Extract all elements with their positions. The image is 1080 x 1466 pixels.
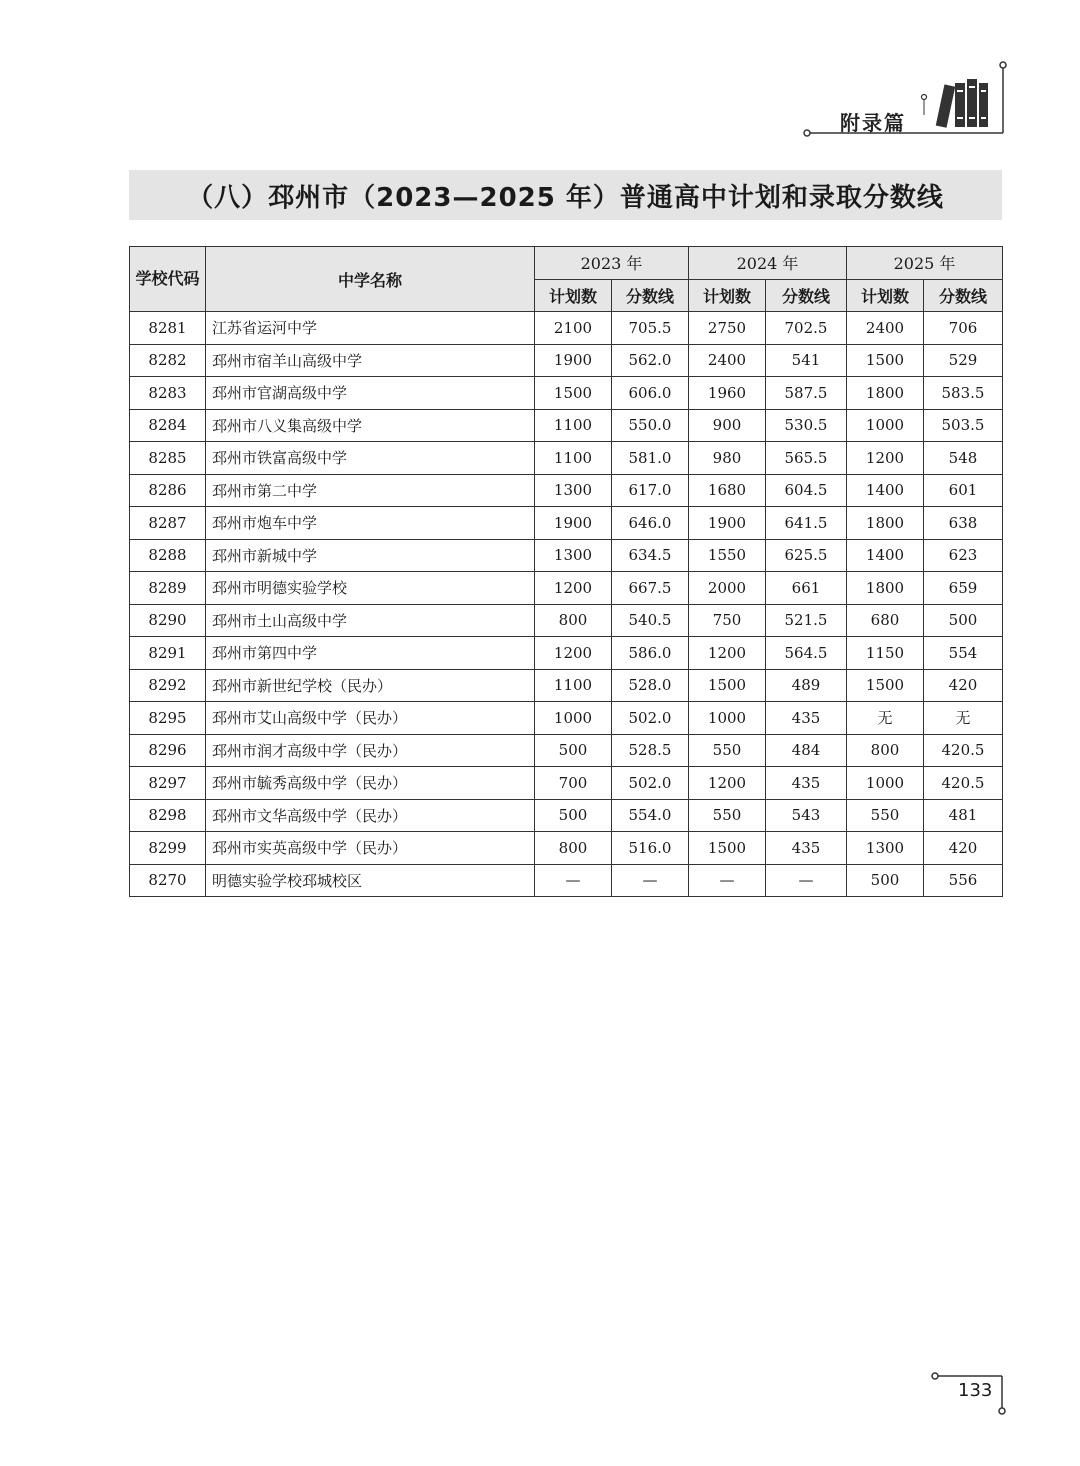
school-name-cell: 邳州市炮车中学 [206,507,535,540]
score-2023-cell: 705.5 [612,312,689,345]
plan-2024-cell: 1000 [689,702,766,735]
score-2023-cell: 528.5 [612,734,689,767]
plan-2025-cell: 500 [847,864,924,897]
score-2025-cell: 638 [924,507,1003,540]
table-row [130,377,1003,410]
score-2025-cell: 556 [924,864,1003,897]
score-2023-cell: 540.5 [612,604,689,637]
plan-2024-cell: — [689,864,766,897]
table-row [130,734,1003,767]
plan-2025-cell: 1150 [847,637,924,670]
school-code-cell: 8290 [130,604,206,637]
table-body [130,312,1003,897]
plan-2024-cell: 2000 [689,572,766,605]
score-2025-cell: 420.5 [924,767,1003,800]
school-code-cell: 8297 [130,767,206,800]
table-row [130,572,1003,605]
table-row [130,767,1003,800]
plan-2024-cell: 1200 [689,637,766,670]
col-header-score: 分数线 [924,279,1003,312]
plan-2023-cell: 500 [535,734,612,767]
score-2025-cell: 420 [924,669,1003,702]
score-2024-cell: 530.5 [766,409,847,442]
score-2025-cell: 554 [924,637,1003,670]
plan-2025-cell: 1500 [847,344,924,377]
plan-2025-cell: 1800 [847,572,924,605]
score-2025-cell: 706 [924,312,1003,345]
school-code-cell: 8291 [130,637,206,670]
plan-2025-cell: 1000 [847,767,924,800]
school-name-cell: 邳州市实英高级中学（民办） [206,832,535,865]
score-2023-cell: 516.0 [612,832,689,865]
title-bar [129,170,1002,220]
score-2025-cell: 529 [924,344,1003,377]
score-2023-cell: — [612,864,689,897]
school-name-cell: 邳州市八义集高级中学 [206,409,535,442]
table-row [130,669,1003,702]
school-code-cell: 8292 [130,669,206,702]
col-header-plan: 计划数 [689,279,766,312]
school-code-cell: 8270 [130,864,206,897]
table-row [130,539,1003,572]
score-2025-cell: 583.5 [924,377,1003,410]
col-header-score: 分数线 [612,279,689,312]
score-2024-cell: 564.5 [766,637,847,670]
school-code-cell: 8295 [130,702,206,735]
plan-2025-cell: 1200 [847,442,924,475]
score-2024-cell: 625.5 [766,539,847,572]
school-code-cell: 8286 [130,474,206,507]
score-2023-cell: 554.0 [612,799,689,832]
header-row-years [130,247,1003,280]
col-header-plan: 计划数 [847,279,924,312]
plan-2024-cell: 1550 [689,539,766,572]
plan-2024-cell: 550 [689,734,766,767]
plan-2023-cell: 700 [535,767,612,800]
school-code-cell: 8288 [130,539,206,572]
plan-2024-cell: 1200 [689,767,766,800]
score-2023-cell: 502.0 [612,702,689,735]
plan-2024-cell: 750 [689,604,766,637]
plan-2025-cell: 1800 [847,377,924,410]
score-2023-cell: 586.0 [612,637,689,670]
plan-2024-cell: 980 [689,442,766,475]
plan-2024-cell: 550 [689,799,766,832]
plan-2025-cell: 680 [847,604,924,637]
page-title: （八）邳州市（2023—2025 年）普通高中计划和录取分数线 [187,182,944,213]
plan-2025-cell: 2400 [847,312,924,345]
score-2023-cell: 581.0 [612,442,689,475]
plan-2024-cell: 900 [689,409,766,442]
table-row [130,474,1003,507]
score-2023-cell: 502.0 [612,767,689,800]
score-2024-cell: 489 [766,669,847,702]
plan-2023-cell: 800 [535,832,612,865]
score-2025-cell: 548 [924,442,1003,475]
plan-2023-cell: 1300 [535,539,612,572]
plan-2023-cell: 1100 [535,409,612,442]
school-code-cell: 8281 [130,312,206,345]
score-2024-cell: — [766,864,847,897]
score-2025-cell: 601 [924,474,1003,507]
score-2024-cell: 543 [766,799,847,832]
school-name-cell: 邳州市新城中学 [206,539,535,572]
plan-2025-cell: 550 [847,799,924,832]
header-decoration [800,55,1015,140]
plan-2023-cell: 2100 [535,312,612,345]
score-2025-cell: 500 [924,604,1003,637]
school-name-cell: 邳州市毓秀高级中学（民办） [206,767,535,800]
score-2023-cell: 528.0 [612,669,689,702]
score-2025-cell: 659 [924,572,1003,605]
plan-2023-cell: 1100 [535,669,612,702]
school-name-cell: 邳州市宿羊山高级中学 [206,344,535,377]
table-row [130,832,1003,865]
score-2023-cell: 606.0 [612,377,689,410]
score-2023-cell: 646.0 [612,507,689,540]
school-name-cell: 邳州市土山高级中学 [206,604,535,637]
score-2023-cell: 634.5 [612,539,689,572]
col-header-year-2023: 2023 年 [535,247,689,280]
plan-2023-cell: 1900 [535,344,612,377]
score-2025-cell: 503.5 [924,409,1003,442]
score-2025-cell: 无 [924,702,1003,735]
school-name-cell: 明德实验学校邳城校区 [206,864,535,897]
plan-2025-cell: 1000 [847,409,924,442]
plan-2023-cell: 800 [535,604,612,637]
score-2023-cell: 667.5 [612,572,689,605]
school-name-cell: 江苏省运河中学 [206,312,535,345]
plan-2024-cell: 1900 [689,507,766,540]
table-row [130,409,1003,442]
table-row [130,637,1003,670]
school-name-cell: 邳州市官湖高级中学 [206,377,535,410]
col-header-plan: 计划数 [535,279,612,312]
admission-table [129,246,1003,897]
table-row [130,344,1003,377]
section-label: 附录篇 [840,111,906,135]
table-row [130,702,1003,735]
table-row [130,799,1003,832]
plan-2024-cell: 1680 [689,474,766,507]
score-2024-cell: 702.5 [766,312,847,345]
plan-2024-cell: 1960 [689,377,766,410]
school-code-cell: 8282 [130,344,206,377]
school-name-cell: 邳州市铁富高级中学 [206,442,535,475]
plan-2023-cell: 1200 [535,637,612,670]
plan-2023-cell: — [535,864,612,897]
score-2024-cell: 541 [766,344,847,377]
score-2024-cell: 435 [766,832,847,865]
school-name-cell: 邳州市润才高级中学（民办） [206,734,535,767]
table-row [130,507,1003,540]
score-2023-cell: 562.0 [612,344,689,377]
plan-2023-cell: 1000 [535,702,612,735]
score-2024-cell: 484 [766,734,847,767]
plan-2023-cell: 500 [535,799,612,832]
score-2025-cell: 623 [924,539,1003,572]
score-2025-cell: 481 [924,799,1003,832]
col-header-year-2024: 2024 年 [689,247,847,280]
table-row [130,312,1003,345]
score-2024-cell: 565.5 [766,442,847,475]
col-header-code: 学校代码 [130,247,206,312]
school-name-cell: 邳州市明德实验学校 [206,572,535,605]
plan-2025-cell: 800 [847,734,924,767]
school-name-cell: 邳州市文华高级中学（民办） [206,799,535,832]
page-number: 133 [958,1380,993,1401]
plan-2025-cell: 1800 [847,507,924,540]
score-2024-cell: 435 [766,767,847,800]
school-name-cell: 邳州市新世纪学校（民办） [206,669,535,702]
school-code-cell: 8289 [130,572,206,605]
col-header-year-2025: 2025 年 [847,247,1003,280]
plan-2024-cell: 1500 [689,669,766,702]
school-code-cell: 8299 [130,832,206,865]
plan-2023-cell: 1100 [535,442,612,475]
plan-2023-cell: 1200 [535,572,612,605]
score-2025-cell: 420.5 [924,734,1003,767]
plan-2025-cell: 1300 [847,832,924,865]
plan-2025-cell: 1400 [847,539,924,572]
school-name-cell: 邳州市第四中学 [206,637,535,670]
school-name-cell: 邳州市艾山高级中学（民办） [206,702,535,735]
table-row [130,604,1003,637]
score-2024-cell: 587.5 [766,377,847,410]
school-name-cell: 邳州市第二中学 [206,474,535,507]
score-2024-cell: 521.5 [766,604,847,637]
score-2024-cell: 661 [766,572,847,605]
plan-2023-cell: 1900 [535,507,612,540]
score-2025-cell: 420 [924,832,1003,865]
books-icon [936,79,988,128]
table-row [130,442,1003,475]
school-code-cell: 8283 [130,377,206,410]
school-code-cell: 8284 [130,409,206,442]
school-code-cell: 8296 [130,734,206,767]
plan-2025-cell: 1500 [847,669,924,702]
score-2023-cell: 617.0 [612,474,689,507]
score-2024-cell: 641.5 [766,507,847,540]
plan-2025-cell: 无 [847,702,924,735]
plan-2023-cell: 1500 [535,377,612,410]
score-2023-cell: 550.0 [612,409,689,442]
plan-2024-cell: 2400 [689,344,766,377]
score-2024-cell: 435 [766,702,847,735]
school-code-cell: 8287 [130,507,206,540]
plan-2025-cell: 1400 [847,474,924,507]
school-code-cell: 8285 [130,442,206,475]
school-code-cell: 8298 [130,799,206,832]
score-2024-cell: 604.5 [766,474,847,507]
col-header-name: 中学名称 [206,247,535,312]
plan-2023-cell: 1300 [535,474,612,507]
plan-2024-cell: 2750 [689,312,766,345]
table-row [130,864,1003,897]
col-header-score: 分数线 [766,279,847,312]
plan-2024-cell: 1500 [689,832,766,865]
